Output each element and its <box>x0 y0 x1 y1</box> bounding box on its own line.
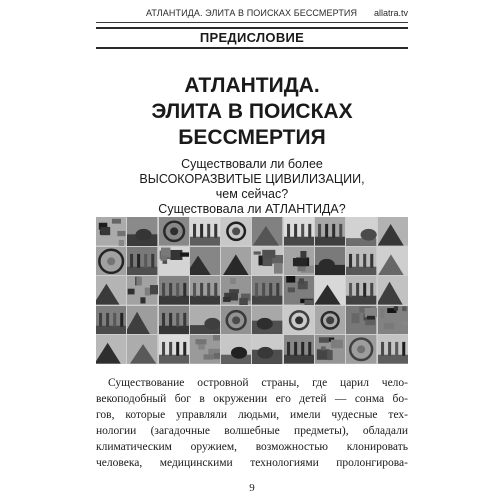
collage-photo <box>127 276 157 305</box>
collage-photo <box>378 247 408 276</box>
collage-photo <box>284 247 314 276</box>
question-line-3: чем сейчас? <box>215 187 289 201</box>
main-title-line-1: АТЛАНТИДА. <box>184 74 320 97</box>
collage-photo <box>96 217 126 246</box>
collage-photo <box>190 276 220 305</box>
question-line-1: Существовали ли более <box>181 157 323 171</box>
collage-photo <box>190 247 220 276</box>
question-line-4: Существовала ли АТЛАНТИДА? <box>158 202 346 216</box>
collage-photo <box>96 276 126 305</box>
collage-photo <box>127 306 157 335</box>
collage-photo <box>221 335 251 364</box>
collage-photo <box>346 306 376 335</box>
body-line-6: человека, медицинскими технологиями пролонгирова- <box>96 457 408 469</box>
main-title-line-2: ЭЛИТА В ПОИСКАХ <box>151 100 353 123</box>
collage-photo <box>96 306 126 335</box>
running-header-title: АТЛАНТИДА. ЭЛИТА В ПОИСКАХ БЕССМЕРТИЯ <box>146 8 358 18</box>
body-line-2: векоподобный бог в окружении его детей — сонма бо- <box>96 393 408 405</box>
page-number: 9 <box>249 482 255 494</box>
collage-photo <box>284 335 314 364</box>
collage-photo <box>159 276 189 305</box>
collage-photo <box>284 217 314 246</box>
collage-photo <box>221 306 251 335</box>
collage-photo <box>159 247 189 276</box>
collage-photo <box>190 335 220 364</box>
collage-photo <box>315 247 345 276</box>
photo-collage <box>96 217 408 364</box>
collage-photo <box>252 335 282 364</box>
collage-photo <box>190 306 220 335</box>
collage-photo <box>96 247 126 276</box>
collage-photo <box>284 306 314 335</box>
collage-photo <box>159 335 189 364</box>
collage-photo <box>252 306 282 335</box>
collage-photo <box>378 335 408 364</box>
collage-photo <box>96 335 126 364</box>
section-title: ПРЕДИСЛОВИЕ <box>199 30 305 45</box>
running-header <box>96 7 408 19</box>
main-title <box>96 73 408 151</box>
collage-photo <box>284 276 314 305</box>
collage-photo <box>252 247 282 276</box>
question-block <box>96 157 408 217</box>
collage-photo <box>378 306 408 335</box>
collage-photo <box>378 217 408 246</box>
collage-photo <box>346 335 376 364</box>
body-line-5: климатическим оружием, возможностью клонировать <box>96 441 408 453</box>
section-banner <box>96 27 408 49</box>
running-header-site: allatra.tv <box>373 8 408 18</box>
collage-photo <box>221 247 251 276</box>
collage-photo <box>378 276 408 305</box>
collage-photo <box>159 306 189 335</box>
collage-photo <box>252 276 282 305</box>
collage-photo <box>127 335 157 364</box>
collage-photo <box>190 217 220 246</box>
collage-photo <box>315 306 345 335</box>
collage-photo <box>221 217 251 246</box>
collage-photo <box>315 276 345 305</box>
collage-photo <box>127 217 157 246</box>
collage-photo <box>315 335 345 364</box>
body-line-3: гов, которые управляли людьми, имели чудесные тех- <box>96 409 408 421</box>
collage-photo <box>127 247 157 276</box>
collage-photo <box>159 217 189 246</box>
main-title-line-3: БЕССМЕРТИЯ <box>178 126 326 149</box>
body-paragraph <box>96 375 408 471</box>
collage-photo <box>346 247 376 276</box>
collage-photo <box>346 276 376 305</box>
collage-photo <box>346 217 376 246</box>
collage-photo <box>252 217 282 246</box>
body-line-4: нологии (загадочные волшебные предметы), обладали <box>96 425 408 437</box>
body-line-1: Существование островной страны, где царил чело- <box>108 377 408 389</box>
collage-photo <box>315 217 345 246</box>
collage-photo <box>221 276 251 305</box>
question-line-2: ВЫСОКОРАЗВИТЫЕ ЦИВИЛИЗАЦИИ, <box>139 172 365 186</box>
header-rule <box>96 22 408 23</box>
